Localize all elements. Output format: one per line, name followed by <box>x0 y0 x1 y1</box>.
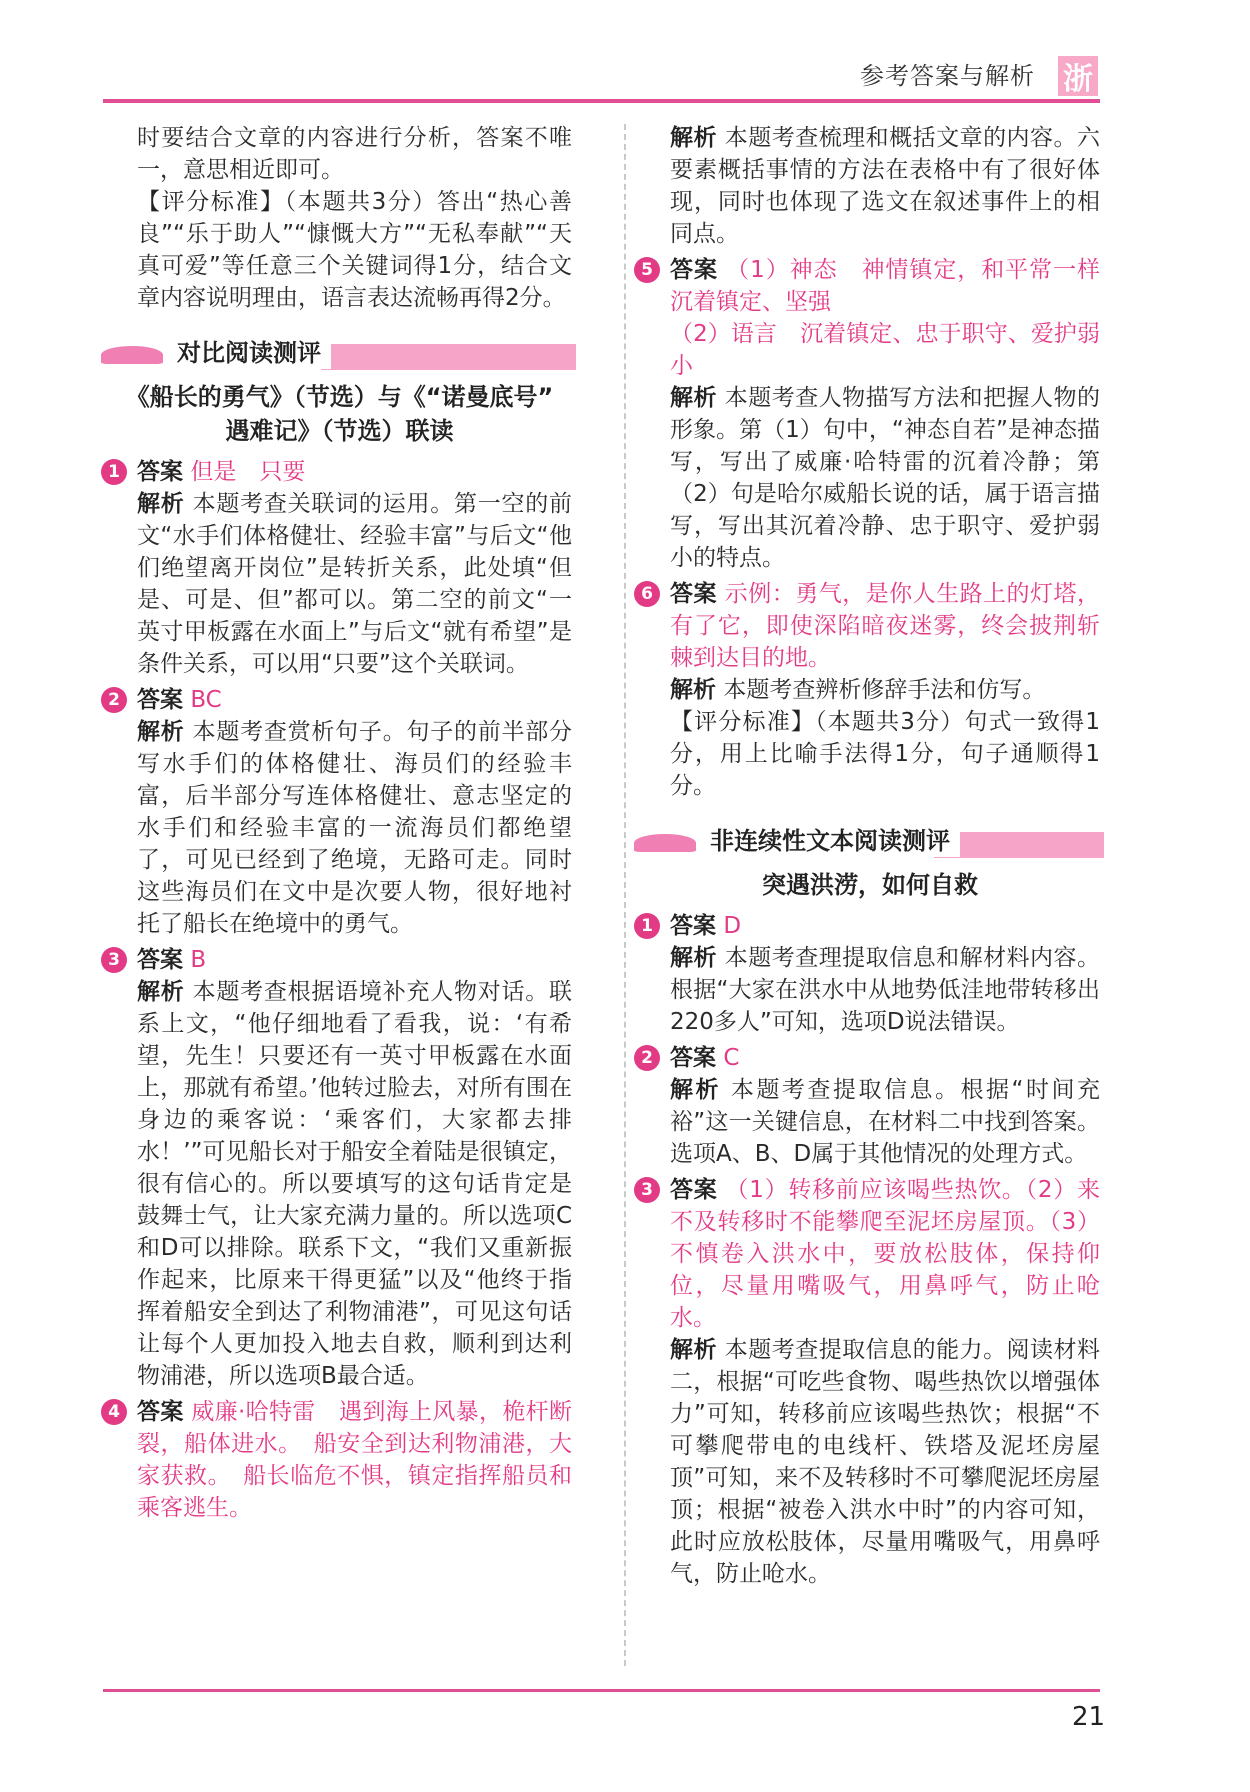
analysis-label: 解析 <box>670 677 716 703</box>
question-number: 5 <box>634 257 660 283</box>
banner-bar <box>321 344 576 370</box>
score-line <box>670 706 1100 802</box>
analysis-text: 本题考查梳理和概括文章的内容。六要素概括事情的方法在表格中有了很好体现，同时也体现了选文在叙述事件上的相同点。 <box>670 125 1101 247</box>
question-n2 <box>641 1042 1100 1170</box>
province-badge: 浙 <box>1058 56 1098 96</box>
analysis-line <box>670 382 1100 574</box>
analysis-label: 解析 <box>137 491 185 517</box>
answer-text: 示例：勇气，是你人生路上的灯塔，有了它，即使深陷暗夜迷雾，终会披荆斩棘到达目的地。 <box>670 581 1101 671</box>
analysis-label: 解析 <box>137 979 185 1005</box>
article-title <box>107 380 572 448</box>
answer-label: 答案 <box>670 581 717 607</box>
analysis-label: 解析 <box>670 125 717 151</box>
question-n3 <box>641 1174 1101 1590</box>
page-number: 21 <box>1072 1702 1106 1732</box>
answer-text: 但是 只要 <box>190 459 306 485</box>
intro-score <box>137 186 572 314</box>
answer-line <box>670 578 1100 674</box>
right-column <box>641 122 1124 1590</box>
analysis-line <box>137 716 572 940</box>
question-number: 4 <box>101 1399 127 1425</box>
question-5 <box>641 254 1124 574</box>
score-text: （本题共3分）句式一致得1分，用上比喻手法得1分，句子通顺得1分。 <box>670 709 1100 799</box>
analysis-text: 本题考查关联词的运用。第一空的前文“水手们体格健壮、经验丰富”与后文“他们绝望离开岗位”是转折关系，此处填“但是、可是、但”都可以。第二空的前文“一英寸甲板露在水面上”与后文“就有希望”是条件关系，可以用“只要”这个关联词。 <box>137 491 573 677</box>
lotus-icon <box>101 346 163 364</box>
analysis-line <box>670 1334 1100 1590</box>
question-number: 2 <box>634 1045 660 1071</box>
section-banner-noncontinuous <box>634 822 1100 862</box>
lotus-icon <box>634 834 696 852</box>
answer-text: （2）语言 沉着镇定、忠于职守、爱护弱小 <box>670 321 1100 379</box>
score-text: （本题共3分）答出“热心善良”“乐于助人”“慷慨大方”“无私奉献”“天真可爱”等任意三个关键词得1分，结合文章内容说明理由，语言表达流畅再得2分。 <box>137 189 572 311</box>
analysis-label: 解析 <box>670 1337 717 1363</box>
answer-label: 答案 <box>137 687 183 713</box>
analysis-label: 解析 <box>137 719 185 745</box>
question-4 <box>108 1396 573 1524</box>
analysis-line <box>670 674 1100 706</box>
answer-line <box>670 1174 1100 1334</box>
section-banner-comparison <box>101 334 572 374</box>
analysis-text: 本题考查人物描写方法和把握人物的形象。第（1）句中，“神态自若”是神态描写，写出了威廉·哈特雷的沉着冷静；第（2）句是哈尔威船长说的话，属于语言描写，写出其沉着冷静、忠于职守、爱护弱小的特点。 <box>670 385 1101 571</box>
section-title: 非连续性文本阅读测评 <box>710 825 960 857</box>
answer-label: 答案 <box>670 913 716 939</box>
analysis-line <box>670 1074 1100 1170</box>
header-title: 参考答案与解析 <box>860 62 1035 90</box>
answer-label: 答案 <box>137 1399 184 1425</box>
column-divider <box>624 124 626 1666</box>
score-label: 【评分标准】 <box>670 709 816 735</box>
question-n1 <box>641 910 1101 1038</box>
article-title-line: 遇难记》（节选）联读 <box>225 417 454 445</box>
answer-label: 答案 <box>670 257 718 283</box>
question-number: 2 <box>101 687 127 713</box>
question-3 <box>108 944 573 1392</box>
analysis-text: 本题考查理提取信息和解材料内容。根据“大家在洪水中从地势低洼地带转移出220多人”可知，选项D说法错误。 <box>670 945 1101 1035</box>
answer-label: 答案 <box>670 1177 718 1203</box>
answer-label: 答案 <box>670 1045 716 1071</box>
analysis-line <box>137 488 572 680</box>
answer-text: B <box>190 947 207 973</box>
analysis-text: 本题考查赏析句子。句子的前半部分写水手们的体格健壮、海员们的经验丰富，后半部分写连体格健壮、意志坚定的水手们和经验丰富的一流海员们都绝望了，可见已经到了绝境，无路可走。同时这些海员们在文中是次要人物，很好地衬托了船长在绝境中的勇气。 <box>137 719 573 937</box>
question-2 <box>108 684 573 940</box>
analysis-label: 解析 <box>670 1077 722 1103</box>
answer-text: C <box>723 1045 740 1071</box>
analysis-line <box>670 122 1100 250</box>
article-title: 突遇洪涝，如何自救 <box>762 871 978 899</box>
answer-label: 答案 <box>137 459 183 485</box>
answer-text: D <box>723 913 742 939</box>
answer-text: 威廉·哈特雷 遇到海上风暴，桅杆断裂，船体进水。 船安全到达利物浦港，大家获救。 船长临危不惧，镇定指挥船员和乘客逃生。 <box>137 1399 573 1521</box>
answer-line <box>137 1396 572 1524</box>
answer-line <box>137 684 572 716</box>
analysis-text: 本题考查提取信息的能力。阅读材料二，根据“可吃些食物、喝些热饮以增强体力”可知，转移前应该喝些热饮；根据“不可攀爬带电的电线杆、铁塔及泥坯房屋顶”可知，来不及转移时不可攀爬泥坯房屋顶；根据“被卷入洪水中时”的内容可知，此时应放松肢体，尽量用嘴吸气，用鼻呼气，防止呛水。 <box>670 1337 1101 1587</box>
section-title: 对比阅读测评 <box>177 337 331 369</box>
analysis-text: 本题考查根据语境补充人物对话。联系上文，“他仔细地看了看我，说：‘有希望，先生！只要还有一英寸甲板露在水面上，那就有希望。’他转过脸去，对所有围在身边的乘客说：‘乘客们，大家都去排水！’”可见船长对于船安全着陆是很镇定，很有信心的。所以要填写的这句话肯定是鼓舞士气，让大家充满力量的。所以选项C和D可以排除。联系下文，“我们又重新振作起来，比原来干得更猛”以及“他终于指挥着船安全到达了利物浦港”，可见这句话让每个人更加投入地去自救，顺利到达利物浦港，所以选项B最合适。 <box>137 979 573 1389</box>
left-column <box>108 122 573 1524</box>
analysis-label: 解析 <box>670 385 717 411</box>
answer-line <box>670 910 1100 942</box>
analysis-label: 解析 <box>670 945 717 971</box>
article-title-line: 《船长的勇气》（节选）与《“诺曼底号” <box>125 383 554 411</box>
score-label: 【评分标准】 <box>137 189 285 215</box>
question-number: 3 <box>634 1177 660 1203</box>
analysis-text: 本题考查辨析修辞手法和仿写。 <box>723 677 1046 703</box>
answer-line <box>137 944 572 976</box>
footer-rule <box>103 1689 1100 1692</box>
header-rule <box>103 99 1100 103</box>
answer-line <box>137 456 572 488</box>
question-number: 1 <box>634 913 660 939</box>
analysis-text: 本题考查提取信息。根据“时间充裕”这一关键信息，在材料二中找到答案。选项A、B、D属于其他情况的处理方式。 <box>670 1077 1100 1167</box>
analysis-line <box>137 976 572 1392</box>
question-6 <box>641 578 1101 802</box>
answer-line <box>670 254 1124 318</box>
answer-text: （1）神态 神情镇定，和平常一样 沉着镇定、坚强 <box>670 257 1124 315</box>
answer-line <box>670 1042 1100 1074</box>
answer-label: 答案 <box>137 947 183 973</box>
answer-text: （1）转移前应该喝些热饮。（2）来不及转移时不能攀爬至泥坯房屋顶。（3）不慎卷入洪水中，要放松肢体，保持仰位，尽量用嘴吸气，用鼻呼气，防止呛水。 <box>670 1177 1100 1331</box>
question-number: 3 <box>101 947 127 973</box>
question-number: 6 <box>634 581 660 607</box>
intro-text: 时要结合文章的内容进行分析，答案不唯一，意思相近即可。 <box>137 125 572 183</box>
answer-text: BC <box>190 687 222 713</box>
question-1 <box>108 456 573 680</box>
question-number: 1 <box>101 459 127 485</box>
analysis-line <box>670 942 1100 1038</box>
